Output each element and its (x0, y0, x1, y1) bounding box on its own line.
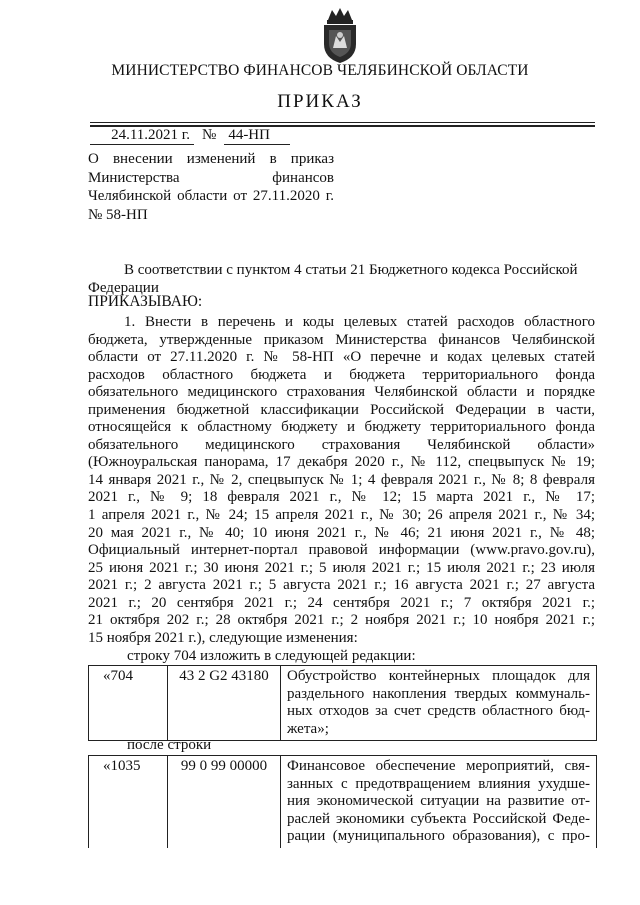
order-number: 44-НП (224, 127, 290, 145)
description-line: ных отходов за счет средств областного бюд- (287, 703, 590, 719)
order-date-number (90, 127, 290, 145)
body-line: 20 мая 2021 г., № 40; 10 июня 2021 г., № 46; 21 июня 2021 г., № 48; (88, 524, 595, 541)
description-line: Обустройство контейнерных площадок для (287, 668, 590, 684)
description-line: раслей экономики субъекта Российской Феде- (287, 810, 590, 827)
order-subject (88, 150, 334, 224)
body-line: области от 27.11.2020 г. № 58-НП «О перечне и кодах целевых статей (88, 349, 595, 366)
body-line: обязательного медицинского страхования Челябинской области» (88, 436, 595, 453)
body-line: (Южноуральская панорама, 17 декабря 2020 г., № 112, спецвыпуск № 19; (88, 454, 595, 471)
body-line: Официальный интернет-портал правовой информации (www.pravo.gov.ru), (88, 542, 595, 559)
amendment-note-704: строку 704 изложить в следующей редакции: (127, 648, 416, 664)
ministry-name: МИНИСТЕРСТВО ФИНАНСОВ ЧЕЛЯБИНСКОЙ ОБЛАСТИ (111, 62, 529, 79)
row-description (281, 666, 597, 741)
body-line: применения бюджетной классификации Российской Федерации в части, (88, 401, 595, 418)
body-line: 14 января 2021 г., № 2, спецвыпуск № 1; 4 февраля 2021 г., № 8; 8 февраля (88, 471, 595, 488)
body-line: обязательного медицинского страхования Челябинской области и порядке (88, 384, 595, 401)
body-line: 25 июня 2021 г.; 30 июня 2021 г.; 5 июля 2021 г.; 15 июля 2021 г.; 23 июля (88, 559, 595, 576)
order-word: ПРИКАЗЫВАЮ: (88, 293, 203, 310)
row-code: «1035 (89, 756, 168, 848)
row-kcsr: 99 0 99 00000 (168, 756, 281, 848)
row-description (281, 756, 597, 848)
row-kcsr: 43 2 G2 43180 (168, 666, 281, 741)
description-line: занных с предотвращением влияния ухудше- (287, 775, 590, 792)
subject-line: Челябинской области от 27.11.2020 г. (88, 188, 334, 204)
body-line: относящейся к областному бюджету и бюджету территориального фонда (88, 419, 595, 436)
body-line: 2021 г., № 9; 18 февраля 2021 г., № 12; 15 марта 2021 г., № 17; (88, 489, 595, 506)
description-line: раздельного накопления твердых коммуналь- (287, 685, 590, 702)
body-line: расходов областного бюджета и бюджета территориального фонда (88, 366, 595, 383)
row-code: «704 (89, 666, 168, 741)
order-body (88, 314, 595, 647)
order-date: 24.11.2021 г. (90, 127, 194, 145)
body-line: 1 апреля 2021 г., № 24; 15 апреля 2021 г., № 30; 26 апреля 2021 г., № 34; (88, 507, 595, 524)
body-line: 15 ноября 2021 г.), следующие изменения: (88, 629, 358, 646)
legal-basis: В соответствии с пунктом 4 статьи 21 Бюджетного кодекса Российской Федерации (88, 262, 578, 296)
amendment-note-after: после строки (127, 737, 212, 753)
order-title: ПРИКАЗ (277, 91, 363, 112)
subject-line: № 58-НП (88, 206, 148, 223)
number-sign: № (202, 127, 217, 143)
body-line: 2021 г.; 2 августа 2021 г.; 5 августа 2021 г.; 16 августа 2021 г.; 27 августа (88, 577, 595, 594)
body-line: 21 октября 202 г.; 28 октября 2021 г.; 2 ноября 2021 г.; 10 ноября 2021 г.; (88, 612, 595, 629)
amendment-row-704 (88, 665, 597, 741)
body-line: 2021 г.; 20 сентября 2021 г.; 24 сентября 2021 г.; 7 октября 2021 г.; (88, 594, 595, 611)
header-rule-thin (90, 122, 595, 123)
description-line: жета»; (287, 720, 329, 737)
coat-of-arms-icon (318, 6, 362, 64)
subject-line: О внесении изменений в приказ (88, 151, 334, 167)
description-line: ния экономической ситуации на развитие от- (287, 793, 590, 809)
description-line: рации (муниципального образования), с про- (287, 828, 590, 844)
body-line: 1. Внести в перечень и коды целевых статей расходов областного (124, 314, 595, 330)
body-line: бюджета, утвержденные приказом Министерства финансов Челябинской (88, 331, 595, 348)
amendment-row-1035 (88, 755, 597, 848)
description-line: Финансовое обеспечение мероприятий, свя- (287, 758, 590, 774)
subject-line: Министерства финансов (88, 169, 334, 186)
